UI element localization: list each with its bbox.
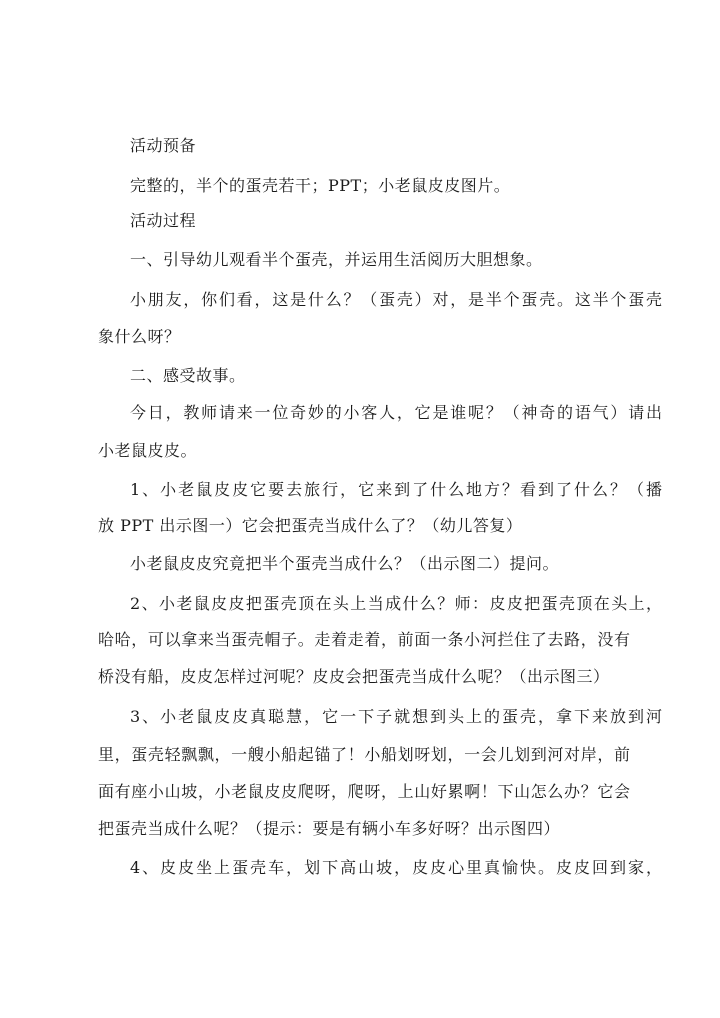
paragraph-line: 1、小老鼠皮皮它要去旅行，它来到了什么地方？看到了什么？（播 xyxy=(130,480,662,499)
paragraph-line: 把蛋壳当成什么呢？（提示：要是有辆小车多好呀？出示图四） xyxy=(98,819,561,838)
paragraph-line: 小老鼠皮皮究竟把半个蛋壳当成什么？（出示图二）提问。 xyxy=(130,554,560,573)
paragraph-line: 2、小老鼠皮皮把蛋壳顶在头上当成什么？师：皮皮把蛋壳顶在头上， xyxy=(130,594,662,613)
heading-activity-prep: 活动预备 xyxy=(130,136,197,155)
paragraph-line: 哈哈，可以拿来当蛋壳帽子。走着走着，前面一条小河拦住了去路，没有 xyxy=(98,630,630,649)
paragraph-line: 小老鼠皮皮。 xyxy=(98,441,198,460)
paragraph-line: 桥没有船，皮皮怎样过河呢？皮皮会把蛋壳当成什么呢？（出示图三） xyxy=(98,667,610,686)
section-one-title: 一、引导幼儿观看半个蛋壳，并运用生活阅历大胆想象。 xyxy=(130,250,543,269)
paragraph-line: 象什么呀？ xyxy=(98,327,181,346)
paragraph-line: 放 PPT 出示图一）它会把蛋壳当成什么了？（幼儿答复） xyxy=(98,516,523,535)
paragraph-line: 面有座小山坡，小老鼠皮皮爬呀，爬呀，上山好累啊！下山怎么办？它会 xyxy=(98,782,630,801)
section-two-title: 二、感受故事。 xyxy=(130,366,246,385)
paragraph-line: 里，蛋壳轻飘飘，一艘小船起锚了！小船划呀划，一会儿划到河对岸，前 xyxy=(98,745,630,764)
paragraph-materials: 完整的，半个的蛋壳若干；PPT；小老鼠皮皮图片。 xyxy=(130,176,511,195)
paragraph-line: 今日，教师请来一位奇妙的小客人，它是谁呢？（神奇的语气）请出 xyxy=(130,403,662,422)
heading-activity-process: 活动过程 xyxy=(130,211,197,230)
paragraph-line: 小朋友，你们看，这是什么？（蛋壳）对，是半个蛋壳。这半个蛋壳 xyxy=(130,290,662,309)
paragraph-line: 4、皮皮坐上蛋壳车，划下高山坡，皮皮心里真愉快。皮皮回到家， xyxy=(130,858,662,877)
paragraph-line: 3、小老鼠皮皮真聪慧，它一下子就想到头上的蛋壳，拿下来放到河 xyxy=(130,707,662,726)
